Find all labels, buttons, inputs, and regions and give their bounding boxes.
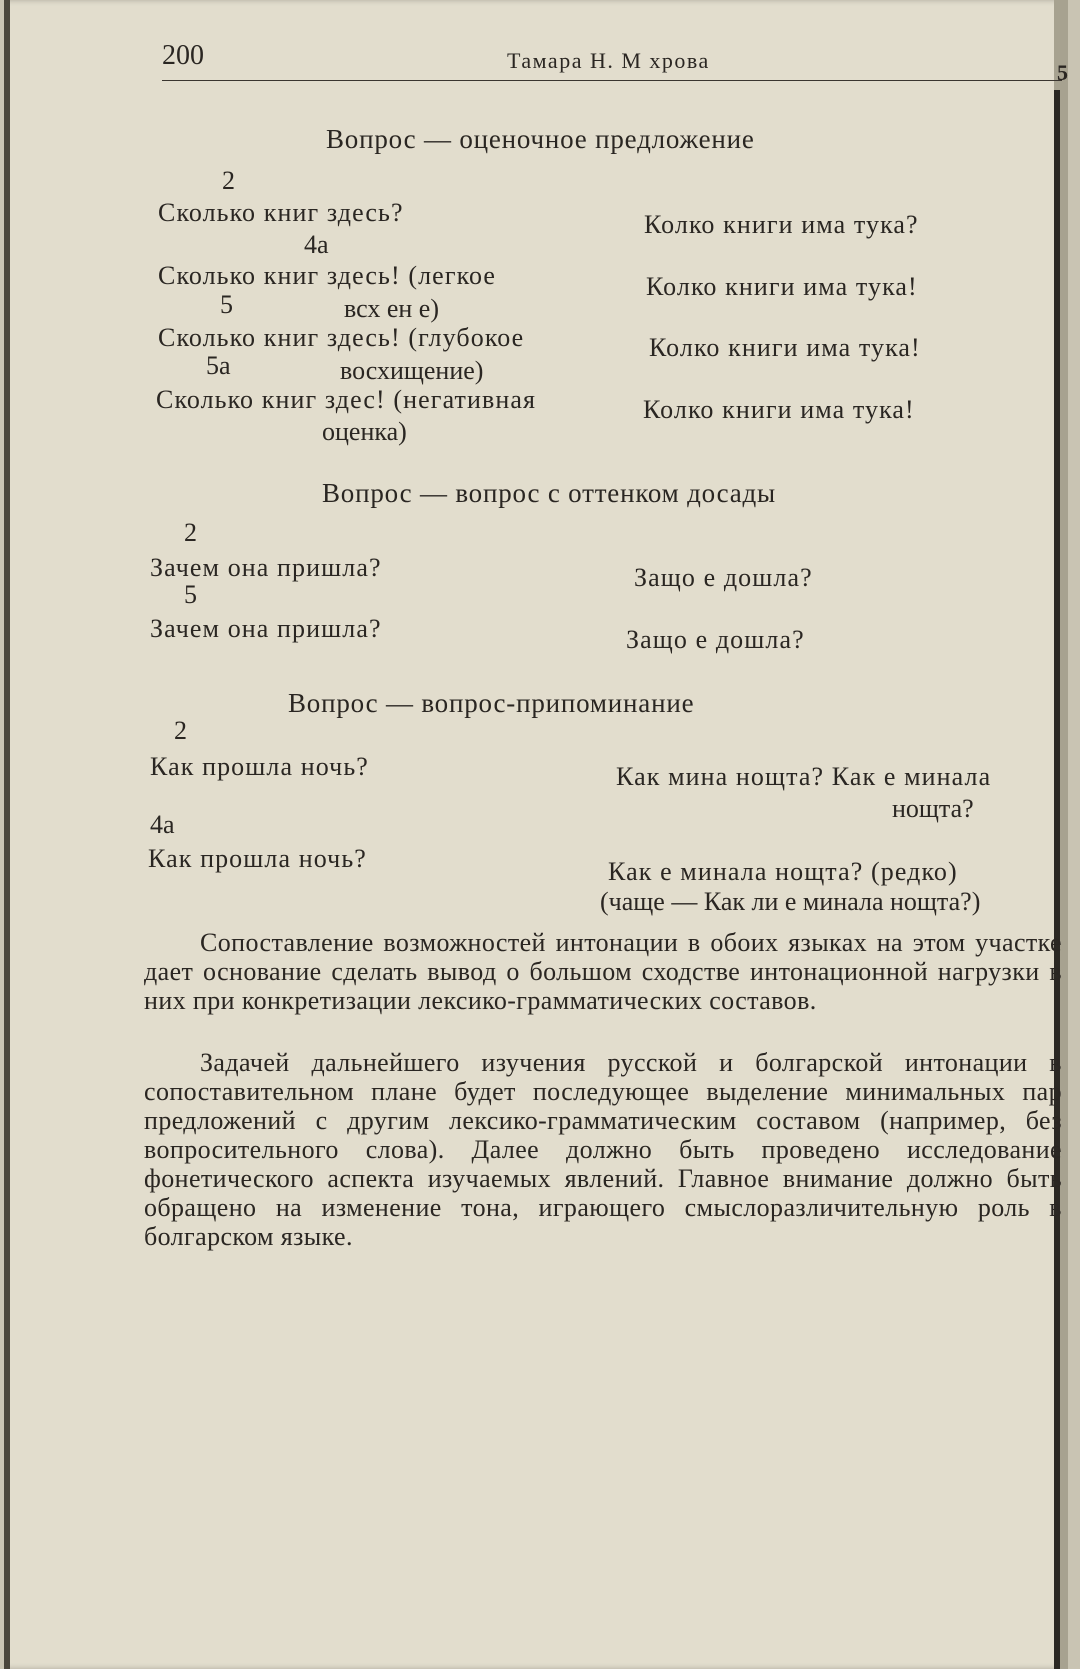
corner-mark: 5: [1057, 60, 1068, 85]
paragraph-text: Задачей дальнейшего изучения русской и болгарской интонации в сопоставительном плане будет последующее выделение минимальных пар предложений с другим лексико-грамматическим составом (например, без вопросительного слова). Далее должно быть проведено исследование фонетического аспекта изучаемых явлений. Главное внимание должно быть обращено на изменение тона, играющего смыслоразличительную роль в болгарском языке.: [144, 1048, 1062, 1251]
body-paragraph: [144, 928, 1062, 1015]
russian-example: Зачем она пришла?: [150, 553, 382, 582]
intonation-mark: 5а: [206, 351, 231, 380]
running-header: [162, 40, 1068, 85]
intonation-mark: 2: [184, 518, 197, 547]
russian-example: Сколько книг здес! (негативная: [156, 385, 537, 414]
russian-example: Сколько книг здесь! (легкое: [158, 261, 497, 290]
bulgarian-example: Защо е дошла?: [626, 625, 805, 654]
intonation-mark: 2: [174, 716, 187, 745]
bulgarian-example: Колко книги има тука!: [646, 272, 918, 301]
section-heading: Вопрос — оценочное предложение: [326, 124, 755, 154]
paragraph-text: Сопоставление возможностей интонации в обоих языках на этом участке дает основание сделать вывод о большом сходстве интонационной нагрузки в них при конкретизации лексико-грамматических составов.: [144, 928, 1062, 1015]
intonation-mark: 4а: [150, 810, 175, 839]
intonation-mark: 4а: [304, 230, 329, 259]
russian-example: Как прошла ночь?: [148, 844, 367, 873]
book-page: [4, 0, 1068, 1669]
russian-example: Зачем она пришла?: [150, 614, 382, 643]
intonation-mark: 2: [222, 166, 235, 195]
section-heading: Вопрос — вопрос с оттенком досады: [322, 478, 776, 508]
bulgarian-example: Колко книги има тука!: [649, 333, 921, 362]
bulgarian-example: Как мина нощта? Как е минала: [616, 762, 992, 791]
intonation-mark: 5: [184, 580, 197, 609]
bulgarian-continuation: нощта?: [892, 794, 974, 823]
russian-example: Сколько книг здесь?: [158, 198, 404, 227]
body-paragraph: [144, 1048, 1062, 1251]
intonation-mark: 5: [220, 290, 233, 319]
russian-note: оценка): [322, 417, 407, 446]
russian-note: восхищение): [340, 356, 484, 385]
section-heading: Вопрос — вопрос-припоминание: [288, 688, 695, 718]
page-gutter-shadow: [4, 0, 10, 1669]
next-page-edge: [1054, 90, 1060, 1669]
bulgarian-example: Колко книги има тука?: [644, 210, 919, 239]
russian-example: Сколько книг здесь! (глубокое: [158, 323, 525, 352]
bulgarian-example: Как е минала нощта? (редко): [608, 857, 958, 886]
russian-example: Как прошла ночь?: [150, 752, 369, 781]
bulgarian-continuation: (чаще — Как ли е минала нощта?): [600, 887, 981, 916]
bulgarian-example: Колко книги има тука!: [643, 395, 915, 424]
bulgarian-example: Защо е дошла?: [634, 563, 813, 592]
running-author: Тамара Н. М хрова: [507, 48, 710, 73]
russian-note: всх ен е): [344, 294, 439, 323]
page-number: 200: [162, 40, 204, 71]
